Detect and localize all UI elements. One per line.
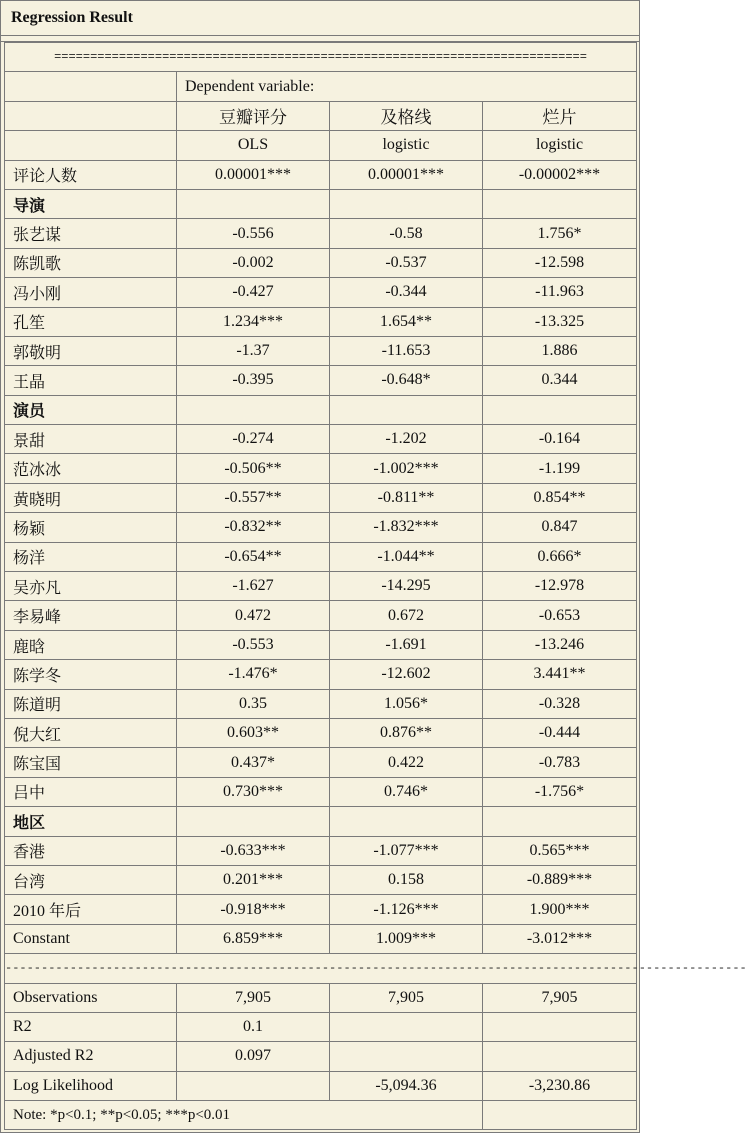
stats-value-cell: 0.097 — [177, 1042, 330, 1071]
coefficient-cell: -11.653 — [330, 336, 483, 365]
coefficient-cell: 0.672 — [330, 601, 483, 630]
coefficient-cell: -12.598 — [483, 248, 637, 277]
variable-label: 黄晓明 — [5, 483, 177, 512]
variable-label: 冯小刚 — [5, 278, 177, 307]
coefficient-cell: 0.847 — [483, 513, 637, 542]
table-row — [5, 336, 637, 365]
variable-label: Constant — [5, 924, 177, 953]
empty-cell — [330, 189, 483, 218]
coefficient-cell: 0.746* — [330, 777, 483, 806]
model-type-logistic: logistic — [330, 131, 483, 160]
coefficient-cell: -0.58 — [330, 219, 483, 248]
table-row — [5, 278, 637, 307]
stats-value-cell: -3,230.86 — [483, 1071, 637, 1100]
coefficient-cell: -0.274 — [177, 425, 330, 454]
coefficient-cell: 0.565*** — [483, 836, 637, 865]
empty-cell — [483, 807, 637, 836]
section-header-row — [5, 807, 637, 836]
coefficient-cell: -1.002*** — [330, 454, 483, 483]
coefficient-cell: -11.963 — [483, 278, 637, 307]
coefficient-cell: 0.437* — [177, 748, 330, 777]
coefficient-cell: 0.344 — [483, 366, 637, 395]
empty-cell — [177, 189, 330, 218]
table-row — [5, 895, 637, 924]
table-row — [5, 542, 637, 571]
variable-label: 陈凯歌 — [5, 248, 177, 277]
coefficient-cell: -0.344 — [330, 278, 483, 307]
coefficient-cell: -0.648* — [330, 366, 483, 395]
variable-label: 鹿晗 — [5, 630, 177, 659]
coefficient-cell: -1.627 — [177, 572, 330, 601]
variable-label: 陈学冬 — [5, 660, 177, 689]
dependent-variable-row — [5, 72, 637, 101]
table-row — [5, 865, 637, 894]
coefficient-cell: 1.654** — [330, 307, 483, 336]
coefficient-cell: 0.00001*** — [330, 160, 483, 189]
table-row — [5, 248, 637, 277]
coefficient-cell: -0.811** — [330, 483, 483, 512]
coefficient-cell: 0.876** — [330, 718, 483, 747]
table-row — [5, 689, 637, 718]
empty-cell — [177, 395, 330, 424]
table-row — [5, 572, 637, 601]
model-type-row — [5, 131, 637, 160]
coefficient-cell: -0.832** — [177, 513, 330, 542]
stats-value-cell: 7,905 — [483, 983, 637, 1012]
coefficient-cell: -1.832*** — [330, 513, 483, 542]
table-row — [5, 718, 637, 747]
variable-label: 香港 — [5, 836, 177, 865]
stats-value-cell: -5,094.36 — [330, 1071, 483, 1100]
coefficient-cell: 1.886 — [483, 336, 637, 365]
coefficient-cell: -12.978 — [483, 572, 637, 601]
table-row — [5, 219, 637, 248]
coefficient-cell: 0.854** — [483, 483, 637, 512]
variable-label: 郭敬明 — [5, 336, 177, 365]
coefficient-cell: 0.422 — [330, 748, 483, 777]
section-header-row — [5, 395, 637, 424]
variable-label: 陈宝国 — [5, 748, 177, 777]
column-name-bad-film: 烂片 — [483, 101, 637, 130]
section-header-row — [5, 189, 637, 218]
coefficient-cell: -0.783 — [483, 748, 637, 777]
coefficient-cell: -0.654** — [177, 542, 330, 571]
coefficient-cell: 0.00001*** — [177, 160, 330, 189]
variable-label: 范冰冰 — [5, 454, 177, 483]
variable-label: 陈道明 — [5, 689, 177, 718]
coefficient-cell: -0.002 — [177, 248, 330, 277]
coefficient-cell: -0.00002*** — [483, 160, 637, 189]
section-label: 演员 — [5, 395, 177, 424]
panel-title: Regression Result — [1, 1, 639, 36]
stats-value-cell: 7,905 — [177, 983, 330, 1012]
coefficient-cell: -0.164 — [483, 425, 637, 454]
empty-cell — [483, 1101, 637, 1130]
table-row — [5, 366, 637, 395]
coefficient-cell: 1.900*** — [483, 895, 637, 924]
regression-table — [4, 42, 747, 1130]
table-row — [5, 454, 637, 483]
variable-label: 吕中 — [5, 777, 177, 806]
coefficient-cell: -0.556 — [177, 219, 330, 248]
column-name-douban-score: 豆瓣评分 — [177, 101, 330, 130]
coefficient-cell: 0.158 — [330, 865, 483, 894]
coefficient-cell: -1.202 — [330, 425, 483, 454]
coefficient-cell: -1.756* — [483, 777, 637, 806]
model-type-ols: OLS — [177, 131, 330, 160]
regression-table-body — [5, 43, 747, 1130]
stats-label: Log Likelihood — [5, 1071, 177, 1100]
stats-label: R2 — [5, 1012, 177, 1041]
table-row — [5, 307, 637, 336]
coefficient-cell: -0.633*** — [177, 836, 330, 865]
empty-cell — [5, 72, 177, 101]
coefficient-cell: 0.730*** — [177, 777, 330, 806]
variable-label: 王晶 — [5, 366, 177, 395]
coefficient-cell: -1.37 — [177, 336, 330, 365]
variable-label: 杨颖 — [5, 513, 177, 542]
coefficient-cell: 3.441** — [483, 660, 637, 689]
table-row — [5, 630, 637, 659]
separator-double-line: ========================================================================== — [5, 43, 637, 72]
coefficient-cell: -0.328 — [483, 689, 637, 718]
variable-label: 台湾 — [5, 865, 177, 894]
coefficient-cell: -0.889*** — [483, 865, 637, 894]
coefficient-cell: -0.653 — [483, 601, 637, 630]
coefficient-cell: 0.666* — [483, 542, 637, 571]
table-row — [5, 483, 637, 512]
table-row — [5, 425, 637, 454]
coefficient-cell: -0.395 — [177, 366, 330, 395]
variable-label: 评论人数 — [5, 160, 177, 189]
coefficient-cell: -0.918*** — [177, 895, 330, 924]
empty-cell — [330, 395, 483, 424]
variable-label: 孔笙 — [5, 307, 177, 336]
stats-row — [5, 1012, 637, 1041]
coefficient-cell: -1.199 — [483, 454, 637, 483]
stats-value-cell — [330, 1042, 483, 1071]
stats-value-cell — [330, 1012, 483, 1041]
column-name-passing-line: 及格线 — [330, 101, 483, 130]
variable-label: 景甜 — [5, 425, 177, 454]
stats-value-cell — [483, 1012, 637, 1041]
coefficient-cell: 1.234*** — [177, 307, 330, 336]
separator-row-mid — [5, 954, 637, 983]
table-row — [5, 777, 637, 806]
stats-value-cell — [177, 1071, 330, 1100]
coefficient-cell: -13.246 — [483, 630, 637, 659]
coefficient-cell: -0.553 — [177, 630, 330, 659]
coefficient-cell: -0.557** — [177, 483, 330, 512]
separator-dashed-line: ------------------------------------------------------------------------------------------------------- — [5, 954, 637, 983]
coefficient-cell: -0.537 — [330, 248, 483, 277]
empty-cell — [5, 131, 177, 160]
stats-value-cell: 7,905 — [330, 983, 483, 1012]
table-row — [5, 601, 637, 630]
dependent-variable-label: Dependent variable: — [177, 72, 637, 101]
stats-value-cell: 0.1 — [177, 1012, 330, 1041]
stats-value-cell — [483, 1042, 637, 1071]
coefficient-cell: 1.056* — [330, 689, 483, 718]
table-row — [5, 660, 637, 689]
coefficient-cell: -12.602 — [330, 660, 483, 689]
empty-cell — [177, 807, 330, 836]
variable-label: 李易峰 — [5, 601, 177, 630]
column-name-row — [5, 101, 637, 130]
empty-cell — [5, 101, 177, 130]
variable-label: 吴亦凡 — [5, 572, 177, 601]
coefficient-cell: -0.506** — [177, 454, 330, 483]
section-label: 导演 — [5, 189, 177, 218]
stats-label: Observations — [5, 983, 177, 1012]
table-row — [5, 748, 637, 777]
stats-row — [5, 1042, 637, 1071]
model-type-logistic: logistic — [483, 131, 637, 160]
table-row — [5, 513, 637, 542]
coefficient-cell: -14.295 — [330, 572, 483, 601]
significance-note: Note: *p<0.1; **p<0.05; ***p<0.01 — [5, 1101, 483, 1130]
coefficient-cell: -1.126*** — [330, 895, 483, 924]
coefficient-cell: 0.603** — [177, 718, 330, 747]
empty-cell — [330, 807, 483, 836]
coefficient-cell: 0.35 — [177, 689, 330, 718]
coefficient-cell: -1.077*** — [330, 836, 483, 865]
note-row — [5, 1101, 637, 1130]
variable-label: 倪大红 — [5, 718, 177, 747]
table-row — [5, 836, 637, 865]
table-row — [5, 924, 637, 953]
stats-label: Adjusted R2 — [5, 1042, 177, 1071]
empty-cell — [483, 395, 637, 424]
stats-row — [5, 983, 637, 1012]
table-row — [5, 160, 637, 189]
variable-label: 2010 年后 — [5, 895, 177, 924]
coefficient-cell: -1.691 — [330, 630, 483, 659]
stats-row — [5, 1071, 637, 1100]
variable-label: 张艺谋 — [5, 219, 177, 248]
variable-label: 杨洋 — [5, 542, 177, 571]
coefficient-cell: -1.476* — [177, 660, 330, 689]
coefficient-cell: 1.756* — [483, 219, 637, 248]
empty-cell — [483, 189, 637, 218]
coefficient-cell: -0.444 — [483, 718, 637, 747]
separator-row-top — [5, 43, 637, 72]
coefficient-cell: -13.325 — [483, 307, 637, 336]
coefficient-cell: -0.427 — [177, 278, 330, 307]
coefficient-cell: 0.472 — [177, 601, 330, 630]
section-label: 地区 — [5, 807, 177, 836]
coefficient-cell: 1.009*** — [330, 924, 483, 953]
coefficient-cell: -3.012*** — [483, 924, 637, 953]
coefficient-cell: 0.201*** — [177, 865, 330, 894]
coefficient-cell: 6.859*** — [177, 924, 330, 953]
coefficient-cell: -1.044** — [330, 542, 483, 571]
